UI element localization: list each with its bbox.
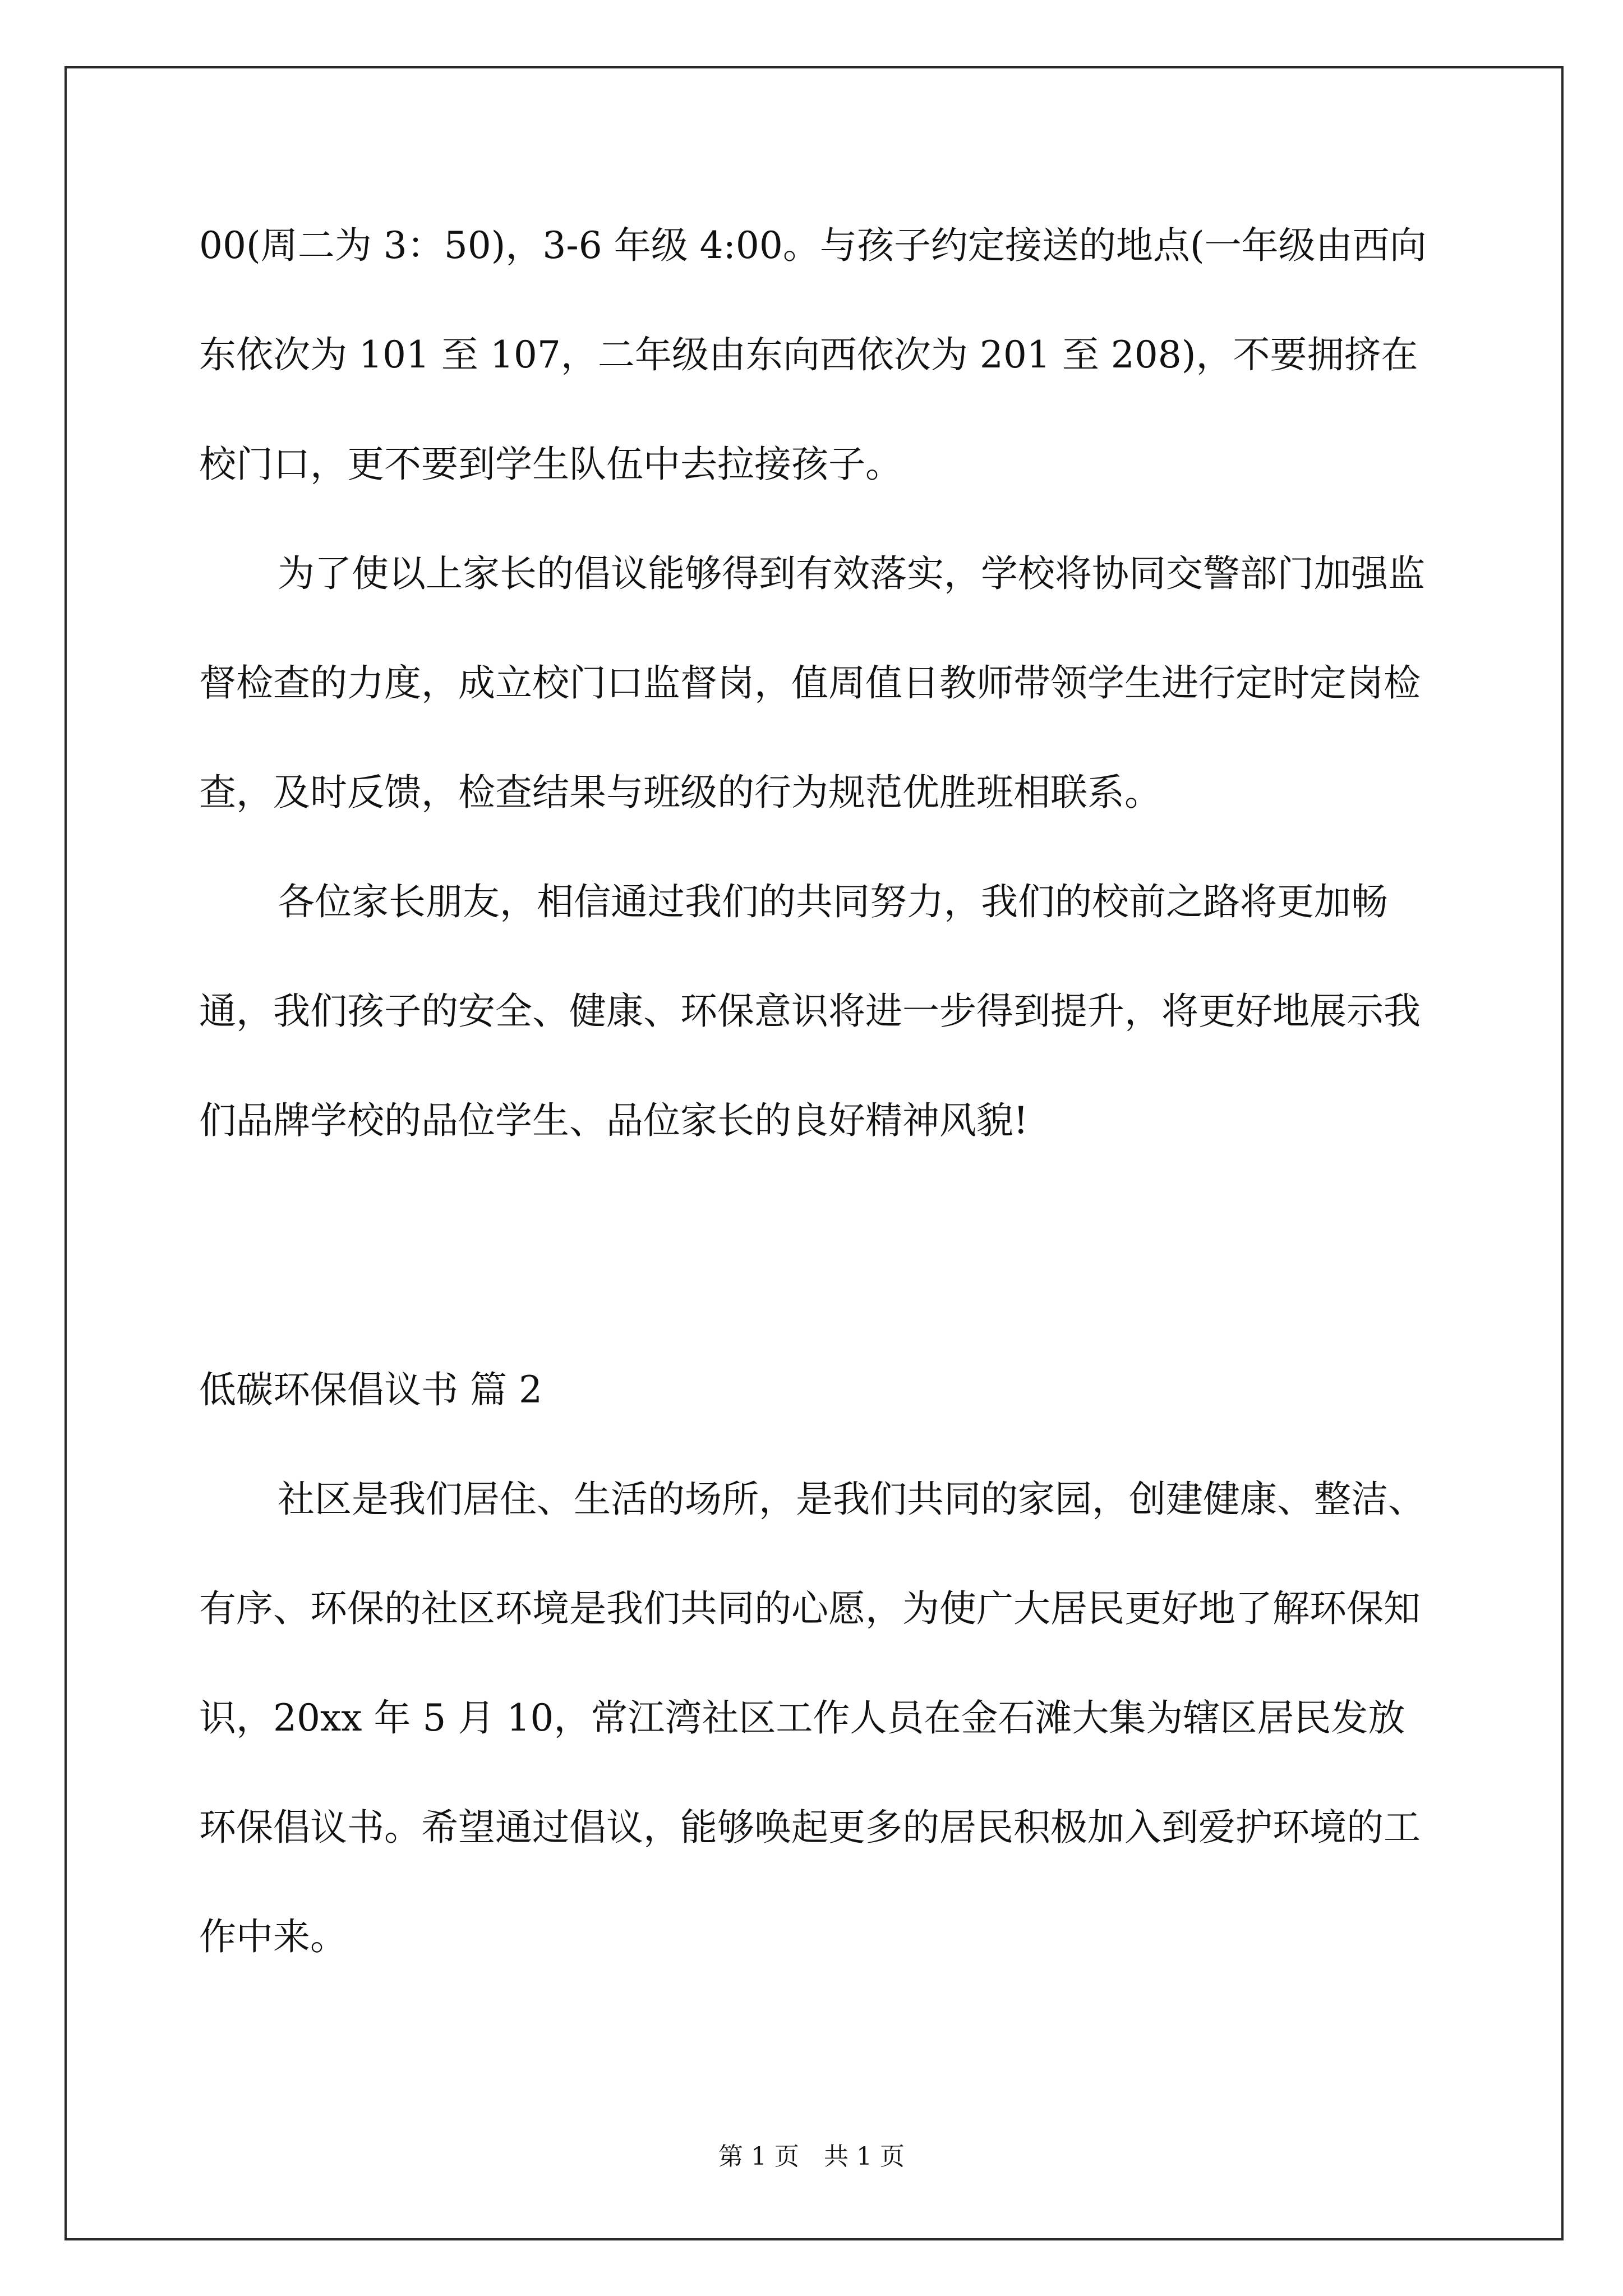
paragraph-closing-appeal: 各位家长朋友，相信通过我们的共同努力，我们的校前之路将更加畅通，我们孩子的安全、健康、环保意识将进一步得到提升，将更好地展示我们品牌学校的品位学生、品位家长的良好精神风貌! bbox=[199, 880, 1421, 1142]
paragraph-continuation: 00(周二为 3：50)，3-6 年级 4:00。与孩子约定接送的地点(一年级由西向东依次为 101 至 107，二年级由东向西依次为 201 至 208)，不要拥挤在校门口，更不要到学生队伍中去拉接孩子。 bbox=[199, 224, 1427, 486]
paragraph-school-measures: 为了使以上家长的倡议能够得到有效落实，学校将协同交警部门加强监督检查的力度，成立校门口监督岗，值周值日教师带领学生进行定时定岗检查，及时反馈，检查结果与班级的行为规范优胜班相联系。 bbox=[199, 552, 1425, 814]
page-footer: 第 1 页 共 1 页 bbox=[718, 2142, 905, 2171]
paragraph-community-intro: 社区是我们居住、生活的场所，是我们共同的家园，创建健康、整洁、有序、环保的社区环境是我们共同的心愿，为使广大居民更好地了解环保知识，20xx 年 5 月 10，常江湾社区工作人员在金石滩大集为辖区居民发放环保倡议书。希望通过倡议，能够唤起更多的居民积极加入到爱护环境的工作中来。 bbox=[199, 1478, 1425, 1958]
document-body bbox=[199, 191, 1427, 1991]
section-heading: 低碳环保倡议书 篇 2 bbox=[199, 1368, 542, 1411]
